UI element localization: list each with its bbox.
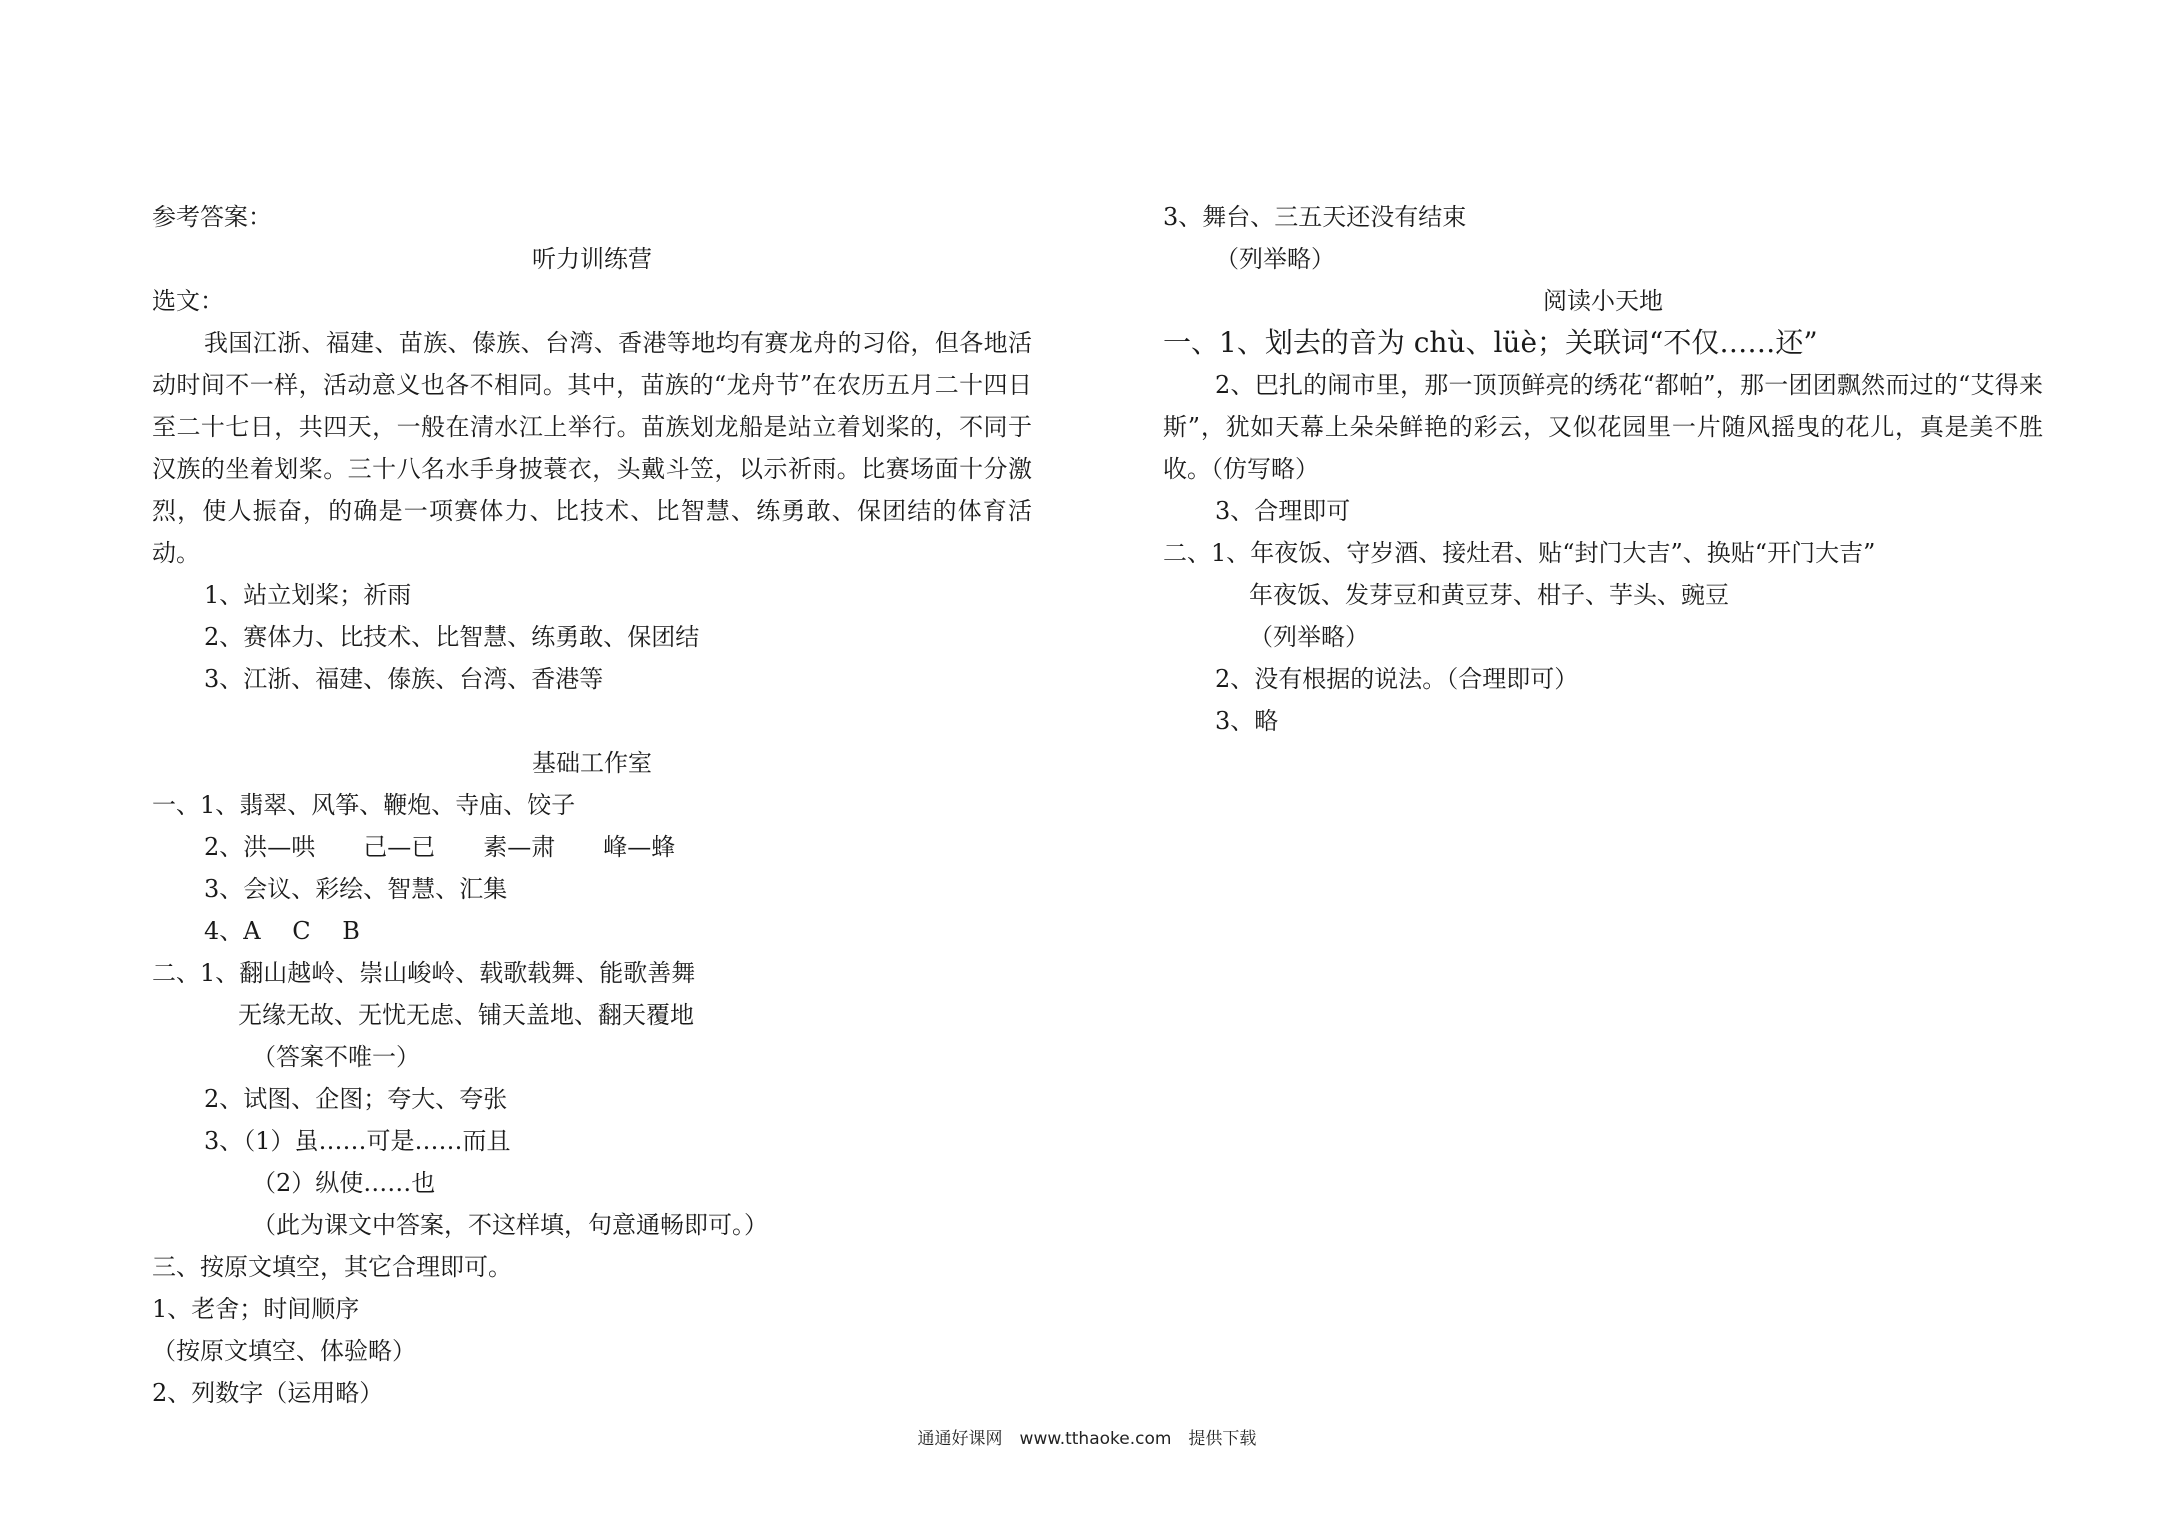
answer-line: 一、1、划去的音为 chù、lüè；关联词“不仅……还”: [1163, 326, 1818, 359]
answer-line: 3、会议、彩绘、智慧、汇集: [204, 875, 508, 903]
answer-line: 3、舞台、三五天还没有结束: [1163, 203, 1467, 231]
footer-source: 通通好课网 www.tthaoke.com 提供下载: [917, 1429, 1257, 1449]
section-title-listening: 听力训练营: [532, 245, 652, 273]
answer-note: （按原文填空、体验略）: [152, 1337, 416, 1365]
answer-line: 三、按原文填空，其它合理即可。: [152, 1253, 512, 1281]
answer-line: 3、略: [1215, 707, 1279, 735]
answer-line: 二、1、翻山越岭、崇山峻岭、载歌载舞、能歌善舞: [152, 959, 696, 987]
answer-line: 2、没有根据的说法。（合理即可）: [1215, 665, 1579, 693]
left-column: [152, 196, 1032, 1414]
answer-line: 3、合理即可: [1215, 497, 1351, 525]
section-title-basics: 基础工作室: [532, 749, 652, 777]
answer-header: 参考答案：: [152, 203, 272, 231]
answer-line: 3、江浙、福建、傣族、台湾、香港等: [204, 665, 604, 693]
right-column: [1163, 196, 2043, 742]
answer-line: （2）纵使……也: [252, 1169, 436, 1197]
answer-note: （列举略）: [1215, 245, 1335, 273]
answer-note: （列举略）: [1249, 623, 1369, 651]
answer-paragraph: 2、巴扎的闹市里，那一顶顶鲜亮的绣花“都帕”，那一团团飘然而过的“艾得来斯”，犹如天幕上朵朵鲜艳的彩云，又似花园里一片随风摇曳的花儿，真是美不胜收。（仿写略）: [1163, 371, 2043, 483]
answer-line: 1、站立划桨；祈雨: [204, 581, 412, 609]
answer-note: （答案不唯一）: [252, 1043, 420, 1071]
answer-line: 一、1、翡翠、风筝、鞭炮、寺庙、饺子: [152, 791, 576, 819]
answer-line: 二、1、年夜饭、守岁酒、接灶君、贴“封门大吉”、换贴“开门大吉”: [1163, 539, 1876, 567]
answer-line: 2、洪—哄 己—已 素—肃 峰—蜂: [204, 833, 676, 861]
answer-line: 2、赛体力、比技术、比智慧、练勇敢、保团结: [204, 623, 700, 651]
spacer: [152, 700, 1032, 742]
answer-line: 3、（1）虽……可是……而且: [204, 1127, 511, 1155]
passage-label: 选文：: [152, 287, 224, 315]
answer-line: 4、A C B: [204, 917, 360, 945]
section-title-reading: 阅读小天地: [1543, 287, 1663, 315]
passage-text: 我国江浙、福建、苗族、傣族、台湾、香港等地均有赛龙舟的习俗，但各地活动时间不一样，活动意义也各不相同。其中，苗族的“龙舟节”在农历五月二十四日至二十七日，共四天，一般在清水江上举行。苗族划龙船是站立着划桨的，不同于汉族的坐着划桨。三十八名水手身披蓑衣，头戴斗笠，以示祈雨。比赛场面十分激烈，使人振奋，的确是一项赛体力、比技术、比智慧、练勇敢、保团结的体育活动。: [152, 329, 1032, 567]
answer-line: 2、列数字（运用略）: [152, 1379, 384, 1407]
answer-line: 无缘无故、无忧无虑、铺天盖地、翻天覆地: [238, 1001, 694, 1029]
answer-line: 1、老舍；时间顺序: [152, 1295, 360, 1323]
answer-note: （此为课文中答案，不这样填，句意通畅即可。）: [252, 1211, 768, 1239]
answer-line: 年夜饭、发芽豆和黄豆芽、柑子、芋头、豌豆: [1249, 581, 1729, 609]
answer-line: 2、试图、企图；夸大、夸张: [204, 1085, 508, 1113]
